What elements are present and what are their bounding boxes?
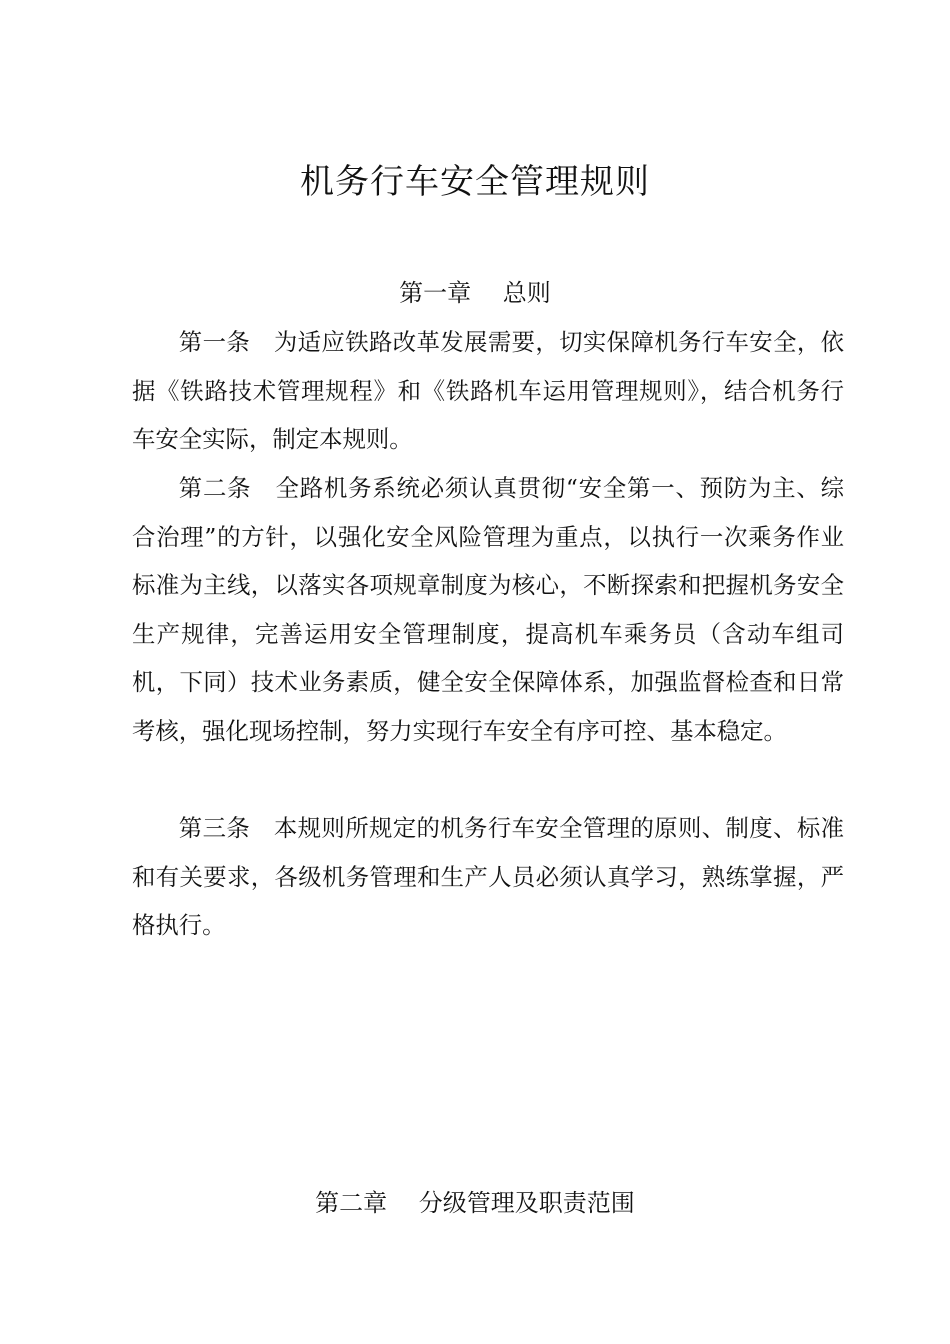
article-3-text: 本规则所规定的机务行车安全管理的原则、制度、标准和有关要求，各级机务管理和生产人员必须认真学习，熟练掌握，严格执行。 — [132, 814, 845, 940]
article-1-number: 第一条 — [178, 328, 274, 356]
article-3-number: 第三条 — [178, 814, 274, 842]
article-2 — [132, 464, 844, 756]
article-2-text: 全路机务系统必须认真贯彻“安全第一、预防为主、综合治理”的方针，以强化安全风险管理为重点，以执行一次乘务作业标准为主线，以落实各项规章制度为核心，不断探索和把握机务安全生产规律，完善运用安全管理制度，提高机车乘务员（含动车组司机，下同）技术业务素质，健全安全保障体系，加强监督检查和日常考核，强化现场控制，努力实现行车安全有序可控、基本稳定。 — [132, 474, 844, 745]
chapter-2-heading: 第二章 分级管理及职责范围 — [315, 1189, 635, 1217]
document-title: 机务行车安全管理规则 — [300, 162, 650, 202]
chapter-1-heading: 第一章 总则 — [399, 279, 551, 307]
article-1-text: 为适应铁路改革发展需要，切实保障机务行车安全，依据《铁路技术管理规程》和《铁路机车运用管理规则》，结合机务行车安全实际，制定本规则。 — [132, 328, 845, 454]
article-2-number: 第二条 — [178, 474, 276, 502]
article-3 — [132, 804, 844, 950]
article-1 — [132, 318, 844, 464]
